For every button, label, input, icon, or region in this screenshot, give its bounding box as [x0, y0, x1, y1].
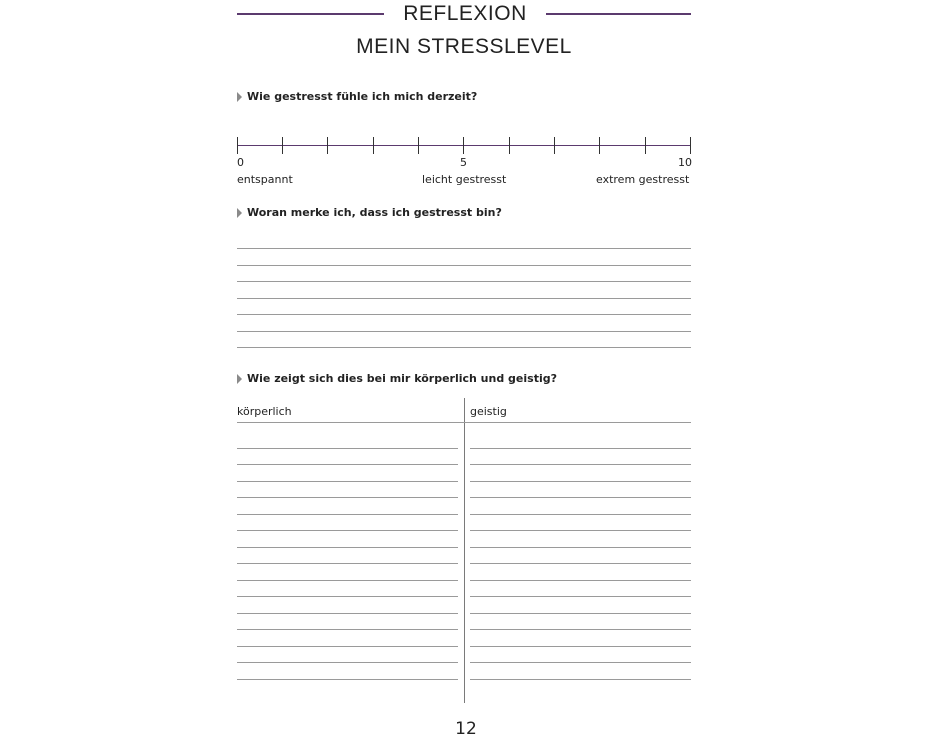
writing-line[interactable]: [237, 629, 458, 630]
question-3-label: Wie zeigt sich dies bei mir körperlich und geistig?: [247, 372, 557, 385]
writing-line[interactable]: [237, 596, 458, 597]
question-1-label: Wie gestresst fühle ich mich derzeit?: [247, 90, 478, 103]
writing-line[interactable]: [470, 448, 691, 449]
scale-tick[interactable]: [599, 137, 600, 154]
scale-mid-word: leicht gestresst: [422, 173, 507, 186]
header-rule-left: [237, 13, 384, 15]
writing-line[interactable]: [237, 481, 458, 482]
writing-line[interactable]: [237, 248, 691, 249]
scale-tick[interactable]: [690, 137, 691, 154]
question-1: [237, 90, 477, 103]
writing-line[interactable]: [237, 580, 458, 581]
writing-line[interactable]: [470, 497, 691, 498]
scale-line: [237, 145, 691, 146]
writing-line[interactable]: [237, 347, 691, 348]
writing-line[interactable]: [237, 514, 458, 515]
column-header-physical: körperlich: [237, 405, 292, 418]
scale-tick[interactable]: [463, 137, 464, 154]
header-rule-right: [546, 13, 691, 15]
question-2: [237, 206, 502, 219]
arrow-icon: [237, 208, 242, 218]
column-header-mental: geistig: [470, 405, 507, 418]
writing-line[interactable]: [470, 464, 691, 465]
column-divider: [464, 398, 465, 703]
writing-line[interactable]: [470, 629, 691, 630]
question-3: [237, 372, 557, 385]
stress-scale[interactable]: [237, 136, 691, 156]
arrow-icon: [237, 374, 242, 384]
header-underline: [237, 422, 691, 423]
scale-tick[interactable]: [509, 137, 510, 154]
writing-line[interactable]: [237, 298, 691, 299]
page-number: 12: [455, 719, 477, 739]
writing-line[interactable]: [470, 580, 691, 581]
writing-line[interactable]: [470, 547, 691, 548]
scale-left-word: entspannt: [237, 173, 293, 186]
section-title: REFLEXION: [403, 2, 527, 25]
writing-line[interactable]: [237, 547, 458, 548]
writing-line[interactable]: [237, 281, 691, 282]
writing-line[interactable]: [237, 679, 458, 680]
scale-right-word: extrem gestresst: [596, 173, 690, 186]
writing-line[interactable]: [237, 497, 458, 498]
writing-line[interactable]: [237, 265, 691, 266]
writing-line[interactable]: [470, 563, 691, 564]
scale-tick[interactable]: [282, 137, 283, 154]
scale-tick[interactable]: [418, 137, 419, 154]
scale-tick[interactable]: [237, 137, 238, 154]
writing-line[interactable]: [237, 613, 458, 614]
writing-line[interactable]: [237, 448, 458, 449]
writing-line[interactable]: [237, 662, 458, 663]
scale-min-label: 0: [237, 156, 244, 169]
writing-line[interactable]: [237, 563, 458, 564]
writing-line[interactable]: [470, 481, 691, 482]
scale-tick[interactable]: [327, 137, 328, 154]
writing-line[interactable]: [470, 530, 691, 531]
writing-line[interactable]: [470, 596, 691, 597]
writing-line[interactable]: [470, 613, 691, 614]
writing-line[interactable]: [470, 514, 691, 515]
writing-line[interactable]: [237, 331, 691, 332]
scale-tick[interactable]: [645, 137, 646, 154]
scale-tick[interactable]: [554, 137, 555, 154]
writing-line[interactable]: [237, 464, 458, 465]
page-title: MEIN STRESSLEVEL: [356, 35, 572, 58]
question-2-label: Woran merke ich, dass ich gestresst bin?: [247, 206, 502, 219]
scale-mid-label: 5: [460, 156, 467, 169]
writing-line[interactable]: [237, 646, 458, 647]
writing-line[interactable]: [237, 314, 691, 315]
writing-line[interactable]: [470, 679, 691, 680]
writing-line[interactable]: [470, 662, 691, 663]
arrow-icon: [237, 92, 242, 102]
scale-tick[interactable]: [373, 137, 374, 154]
writing-line[interactable]: [470, 646, 691, 647]
scale-max-label: 10: [678, 156, 692, 169]
writing-line[interactable]: [237, 530, 458, 531]
